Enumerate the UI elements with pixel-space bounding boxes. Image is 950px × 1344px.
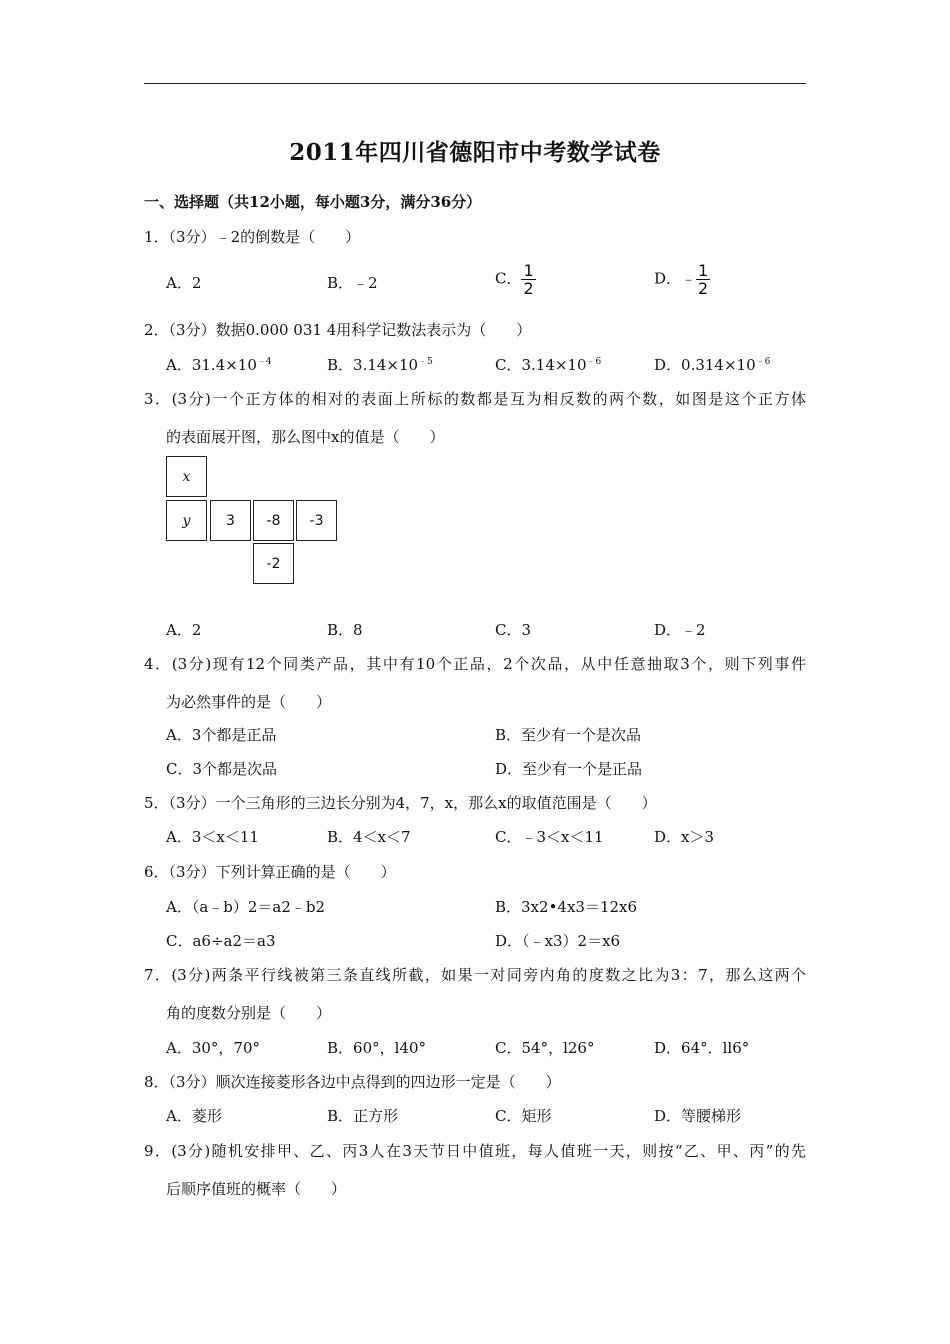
- fraction-numerator: 1: [523, 261, 534, 280]
- q2-option-d-exp: ﹣6: [755, 357, 771, 367]
- q7-option-b: B．60°，l40°: [327, 1039, 426, 1057]
- q7-option-a: A．30°，70°: [166, 1039, 261, 1057]
- fraction-denominator: 2: [523, 279, 534, 298]
- q8-option-d: D．等腰梯形: [654, 1107, 742, 1125]
- q5-option-b: B．4＜x＜7: [327, 828, 411, 846]
- q8-option-a: A．菱形: [166, 1107, 222, 1125]
- q1-option-a: A．2: [166, 274, 202, 292]
- cube-net-cell-neg8: -8: [253, 500, 294, 541]
- q6-option-b: B．3x2•4x3＝12x6: [495, 898, 638, 916]
- question-1-stem: 1．（3分）﹣2的倒数是（ ）: [144, 228, 361, 246]
- question-8-stem: 8．（3分）顺次连接菱形各边中点得到的四边形一定是（ ）: [144, 1073, 561, 1091]
- page-title: 2011年四川省德阳市中考数学试卷: [289, 139, 661, 166]
- cube-net-cell-x: x: [166, 456, 207, 497]
- q2-option-c: [495, 354, 601, 375]
- question-9-stem-line2: 后顺序值班的概率（ ）: [166, 1180, 347, 1198]
- q6-option-c: C．a6÷a2＝a3: [166, 932, 276, 950]
- q5-option-a: A．3＜x＜11: [166, 828, 259, 846]
- fraction: [521, 262, 535, 297]
- q2-option-b-exp: ﹣5: [418, 357, 433, 367]
- q4-option-b: B．至少有一个是次品: [495, 726, 642, 744]
- q3-option-a: A．2: [166, 621, 202, 639]
- question-5-stem: 5．（3分）一个三角形的三边长分别为4，7，x，那么x的取值范围是（ ）: [144, 794, 657, 812]
- q2-option-c-base: C．3.14×10: [495, 356, 587, 374]
- q2-option-b-base: B．3.14×10: [327, 356, 419, 374]
- q2-option-a: [166, 354, 272, 375]
- q2-option-a-exp: ﹣4: [256, 357, 272, 367]
- question-7-stem-line2: 角的度数分别是（ ）: [166, 1004, 332, 1022]
- q4-option-a: A．3个都是正品: [166, 726, 277, 744]
- q1-option-b: B．﹣2: [327, 274, 378, 292]
- q1-option-d-label: D．﹣: [654, 269, 697, 288]
- question-9-stem-line1: 9．(3分)随机安排甲、乙、丙3人在3天节日中值班，每人值班一天，则按“乙、甲、丙”的先: [144, 1142, 806, 1160]
- fraction-denominator: 2: [698, 279, 709, 298]
- question-3-stem-line1: 3．(3分)一个正方体的相对的表面上所标的数都是互为相反数的两个数，如图是这个正方体: [144, 390, 806, 408]
- question-3-stem-line2: 的表面展开图，那么图中x的值是（ ）: [166, 428, 445, 446]
- question-6-stem: 6．（3分）下列计算正确的是（ ）: [144, 863, 396, 881]
- q1-option-c-label: C．: [495, 269, 522, 288]
- fraction-numerator: 1: [698, 261, 709, 280]
- q4-option-c: C．3个都是次品: [166, 760, 278, 778]
- q5-option-d: D．x＞3: [654, 828, 715, 846]
- header-rule: [144, 83, 806, 84]
- q8-option-c: C．矩形: [495, 1107, 552, 1125]
- cube-net-cell-neg2: -2: [253, 543, 294, 584]
- q1-option-d: [654, 262, 710, 297]
- question-4-stem-line1: 4．(3分)现有12个同类产品，其中有10个正品，2个次品，从中任意抽取3个，则下列事件: [144, 655, 806, 673]
- q3-option-b: B．8: [327, 621, 363, 639]
- q2-option-d: [654, 354, 770, 375]
- q4-option-d: D．至少有一个是正品: [495, 760, 643, 778]
- question-2-stem: 2．（3分）数据0.000 031 4用科学记数法表示为（ ）: [144, 321, 532, 339]
- q2-option-d-base: D．0.314×10: [654, 356, 756, 374]
- q2-option-b: [327, 354, 433, 375]
- cube-net-cell-y: y: [166, 500, 207, 541]
- q6-option-a: A．（a﹣b）2＝a2﹣b2: [166, 898, 326, 916]
- cube-net-cell-3: 3: [210, 500, 251, 541]
- q1-option-c: [495, 262, 536, 297]
- question-7-stem-line1: 7．(3分)两条平行线被第三条直线所截，如果一对同旁内角的度数之比为3：7，那么这两个: [144, 966, 806, 984]
- q2-option-c-exp: ﹣6: [586, 357, 602, 367]
- q3-option-d: D．﹣2: [654, 621, 706, 639]
- q8-option-b: B．正方形: [327, 1107, 399, 1125]
- q5-option-c: C．﹣3＜x＜11: [495, 828, 604, 846]
- q7-option-c: C．54°，l26°: [495, 1039, 595, 1057]
- q6-option-d: D．（﹣x3）2＝x6: [495, 932, 621, 950]
- q2-option-a-base: A．31.4×10: [166, 356, 257, 374]
- question-4-stem-line2: 为必然事件的是（ ）: [166, 693, 332, 711]
- q3-option-c: C．3: [495, 621, 532, 639]
- fraction: [696, 262, 710, 297]
- cube-net-cell-neg3: -3: [296, 500, 337, 541]
- q7-option-d: D．64°．ll6°: [654, 1039, 750, 1057]
- section-heading: 一、选择题（共12小题，每小题3分，满分36分）: [144, 193, 482, 211]
